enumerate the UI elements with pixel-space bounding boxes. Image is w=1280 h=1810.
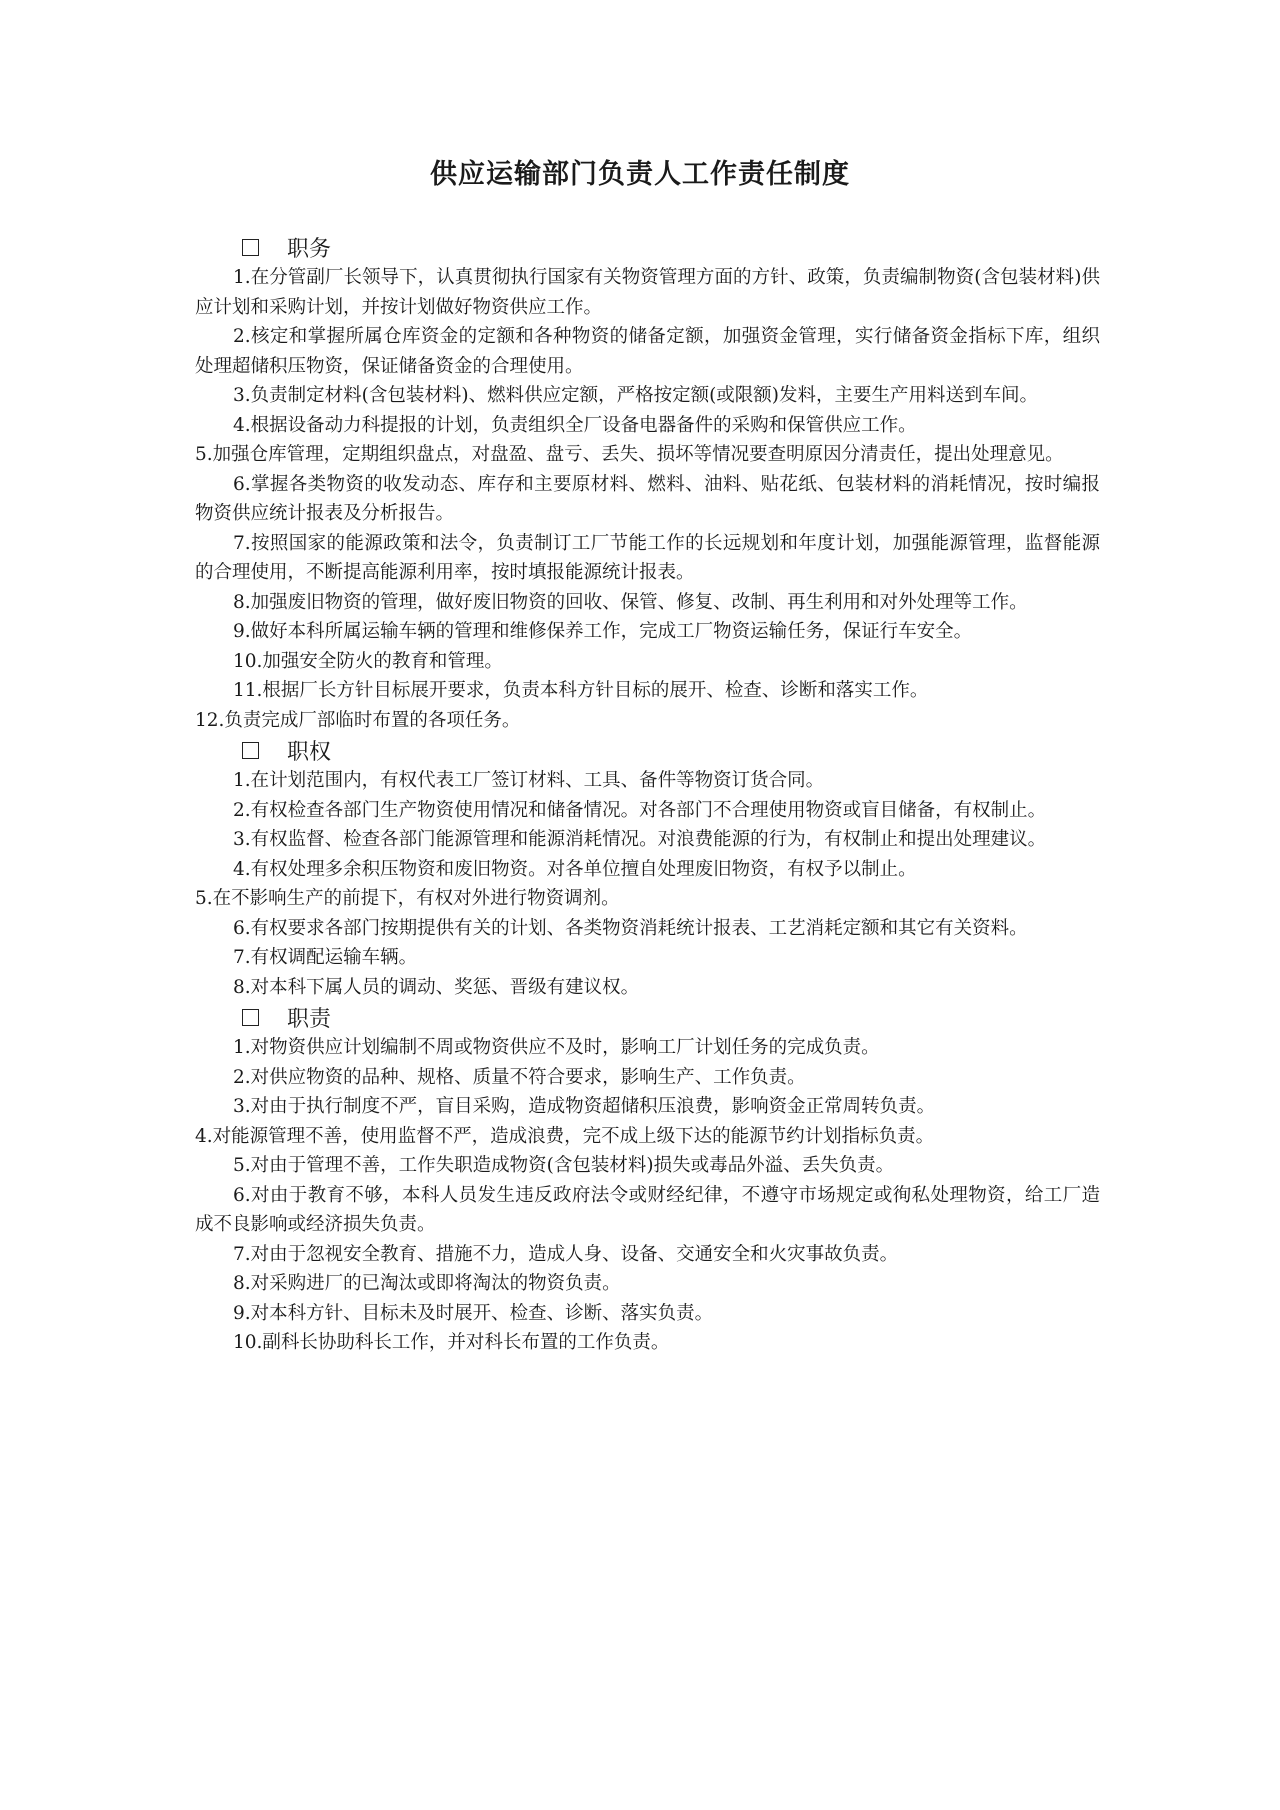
list-item: 10.副科长协助科长工作，并对科长布置的工作负责。 xyxy=(233,1332,670,1353)
list-item: 6.对由于教育不够，本科人员发生违反政府法令或财经纪律，不遵守市场规定或徇私处理物资，给工厂造成不良影响或经济损失负责。 xyxy=(195,1184,1100,1235)
list-item: 3.负责制定材料(含包装材料)、燃料供应定额，严格按定额(或限额)发料，主要生产用料送到车间。 xyxy=(233,385,1039,406)
list-item: 9.对本科方针、目标未及时展开、检查、诊断、落实负责。 xyxy=(233,1302,714,1324)
section-responsibilities xyxy=(195,1002,1100,1358)
checkbox-square-icon xyxy=(242,1009,259,1026)
list-item: 3.有权监督、检查各部门能源管理和能源消耗情况。对浪费能源的行为，有权制止和提出处理建议。 xyxy=(233,829,1047,850)
list-item: 1.在分管副厂长领导下，认真贯彻执行国家有关物资管理方面的方针、政策，负责编制物资(含包装材料)供应计划和采购计划，并按计划做好物资供应工作。 xyxy=(195,267,1100,318)
section-items xyxy=(195,766,1100,1002)
list-item: 8.加强废旧物资的管理，做好废旧物资的回收、保管、修复、改制、再生利用和对外处理等工作。 xyxy=(233,591,1028,613)
list-item: 5.对由于管理不善，工作失职造成物资(含包装材料)损失或毒品外溢、丢失负责。 xyxy=(233,1155,895,1176)
list-item: 1.对物资供应计划编制不周或物资供应不及时，影响工厂计划任务的完成负责。 xyxy=(233,1037,880,1058)
list-item: 2.核定和掌握所属仓库资金的定额和各种物资的储备定额，加强资金管理，实行储备资金指标下库，组织处理超储积压物资，保证储备资金的合理使用。 xyxy=(195,326,1100,377)
list-item: 3.对由于执行制度不严，盲目采购，造成物资超储积压浪费，影响资金正常周转负责。 xyxy=(233,1096,936,1117)
list-item: 7.按照国家的能源政策和法令，负责制订工厂节能工作的长远规划和年度计划，加强能源管理，监督能源的合理使用，不断提高能源利用率，按时填报能源统计报表。 xyxy=(195,532,1100,583)
list-item: 5.加强仓库管理，定期组织盘点，对盘盈、盘亏、丢失、损坏等情况要查明原因分清责任，提出处理意见。 xyxy=(195,444,1064,465)
list-item: 4.根据设备动力科提报的计划，负责组织全厂设备电器备件的采购和保管供应工作。 xyxy=(233,414,917,436)
list-item: 1.在计划范围内，有权代表工厂签订材料、工具、备件等物资订货合同。 xyxy=(233,770,825,791)
list-item: 2.有权检查各部门生产物资使用情况和储备情况。对各部门不合理使用物资或盲目储备，有权制止。 xyxy=(233,799,1047,821)
checkbox-square-icon xyxy=(242,239,259,256)
list-item: 10.加强安全防火的教育和管理。 xyxy=(233,650,503,672)
section-heading-label: 职权 xyxy=(287,740,332,765)
document-title: 供应运输部门负责人工作责任制度 xyxy=(430,159,850,190)
document-body xyxy=(195,232,1100,1358)
list-item: 6.有权要求各部门按期提供有关的计划、各类物资消耗统计报表、工艺消耗定额和其它有关资料。 xyxy=(233,917,1028,939)
list-item: 8.对采购进厂的已淘汰或即将淘汰的物资负责。 xyxy=(233,1273,621,1294)
section-heading xyxy=(195,232,1100,263)
list-item: 7.有权调配运输车辆。 xyxy=(233,947,418,968)
section-duties xyxy=(195,232,1100,735)
list-item: 7.对由于忽视安全教育、措施不力，造成人身、设备、交通安全和火灾事故负责。 xyxy=(233,1243,899,1265)
list-item: 5.在不影响生产的前提下，有权对外进行物资调剂。 xyxy=(195,888,620,909)
section-heading-label: 职务 xyxy=(287,237,332,262)
list-item: 2.对供应物资的品种、规格、质量不符合要求，影响生产、工作负责。 xyxy=(233,1066,806,1088)
list-item: 8.对本科下属人员的调动、奖惩、晋级有建议权。 xyxy=(233,976,640,998)
section-items xyxy=(195,263,1100,735)
section-heading-label: 职责 xyxy=(287,1007,332,1032)
list-item: 9.做好本科所属运输车辆的管理和维修保养工作，完成工厂物资运输任务，保证行车安全。 xyxy=(233,621,973,642)
list-item: 4.对能源管理不善，使用监督不严，造成浪费，完不成上级下达的能源节约计划指标负责。 xyxy=(195,1125,935,1147)
section-heading xyxy=(195,1002,1100,1033)
list-item: 12.负责完成厂部临时布置的各项任务。 xyxy=(195,709,521,731)
section-heading xyxy=(195,735,1100,766)
section-items xyxy=(195,1033,1100,1358)
list-item: 6.掌握各类物资的收发动态、库存和主要原材料、燃料、油料、贴花纸、包装材料的消耗情况，按时编报物资供应统计报表及分析报告。 xyxy=(195,473,1100,524)
list-item: 4.有权处理多余积压物资和废旧物资。对各单位擅自处理废旧物资，有权予以制止。 xyxy=(233,858,917,880)
section-authority xyxy=(195,735,1100,1002)
checkbox-square-icon xyxy=(242,742,259,759)
list-item: 11.根据厂长方针目标展开要求，负责本科方针目标的展开、检查、诊断和落实工作。 xyxy=(233,680,929,701)
